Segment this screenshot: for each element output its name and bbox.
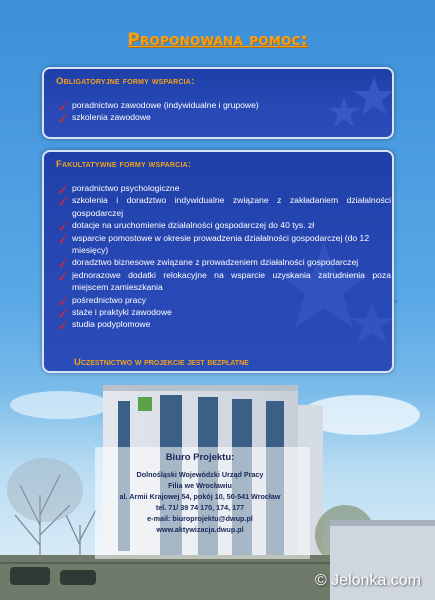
check-mark-icon bbox=[56, 182, 69, 195]
obligatory-support-box bbox=[42, 67, 394, 139]
list-item-text: doradztwo biznesowe związane z prowadzeniem działalności gospodarczej bbox=[72, 257, 359, 268]
page-title: Proponowana pomoc: bbox=[127, 30, 308, 50]
optional-list bbox=[56, 182, 391, 331]
optional-heading: Fakultatywne formy wsparcia: bbox=[56, 159, 192, 170]
office-email: e-mail: biuroprojektu@dwup.pl bbox=[147, 514, 253, 523]
check-mark-icon bbox=[56, 219, 69, 232]
check-mark-icon bbox=[56, 111, 69, 124]
list-item bbox=[56, 269, 391, 294]
office-heading: Biuro Projektu: bbox=[165, 452, 235, 463]
free-participation-note: Uczestnictwo w projekcie jest bezpłatne bbox=[74, 357, 249, 368]
project-office-info bbox=[95, 452, 305, 535]
obligatory-list bbox=[56, 99, 391, 124]
office-line: Dolnośląski Wojewódzki Urząd Pracy bbox=[136, 470, 264, 479]
list-item bbox=[56, 99, 391, 111]
list-item bbox=[56, 219, 391, 231]
list-item-text: poradnictwo zawodowe (indywidualne i grupowe) bbox=[72, 100, 259, 110]
list-item-text: szkolenia i doradztwo indywidualne związane z zakładaniem działalności gospodarczej bbox=[72, 195, 391, 218]
office-phone: tel. 71/ 39 74 170, 174, 177 bbox=[155, 503, 245, 512]
list-item bbox=[56, 111, 391, 123]
optional-support-box bbox=[42, 150, 394, 373]
office-website: www.aktywizacja.dwup.pl bbox=[156, 525, 244, 534]
watermark: © Jelonka.com bbox=[314, 572, 421, 589]
list-item-text: jednorazowe dodatki relokacyjne na wsparcie uzyskania zatrudnienia poza miejscem zamieszkania bbox=[72, 269, 391, 293]
list-item-text: poradnictwo psychologiczne bbox=[72, 183, 180, 193]
check-mark-icon bbox=[56, 306, 69, 319]
list-item bbox=[56, 306, 391, 318]
list-item-text: pośrednictwo pracy bbox=[72, 294, 147, 305]
list-item-text: wsparcie pomostowe w okresie prowadzenia działalności gospodarczej (do 12 miesięcy) bbox=[72, 232, 370, 256]
check-mark-icon bbox=[56, 232, 69, 245]
check-mark-icon bbox=[56, 318, 69, 331]
list-item-text: dotacje na uruchomienie działalności gospodarczej do 40 tys. zł bbox=[72, 220, 315, 231]
list-item bbox=[56, 232, 391, 257]
check-mark-icon bbox=[56, 99, 69, 112]
list-item-text: szkolenia zawodowe bbox=[72, 112, 151, 123]
check-mark-icon bbox=[56, 194, 69, 207]
check-mark-icon bbox=[56, 256, 69, 269]
check-mark-icon bbox=[56, 269, 69, 282]
check-mark-icon bbox=[56, 294, 69, 307]
list-item bbox=[56, 194, 391, 219]
office-line: Filia we Wrocławiu bbox=[168, 481, 232, 490]
list-item-text: staże i praktyki zawodowe bbox=[72, 307, 172, 318]
list-item-text: studia podyplomowe bbox=[72, 319, 151, 330]
obligatory-heading: Obligatoryjne formy wsparcia: bbox=[56, 76, 195, 87]
list-item bbox=[56, 318, 391, 330]
list-item bbox=[56, 294, 391, 306]
office-address: al. Armii Krajowej 54, pokój 10, 50-541 Wrocław bbox=[119, 492, 281, 501]
list-item bbox=[56, 182, 391, 194]
list-item bbox=[56, 256, 391, 268]
